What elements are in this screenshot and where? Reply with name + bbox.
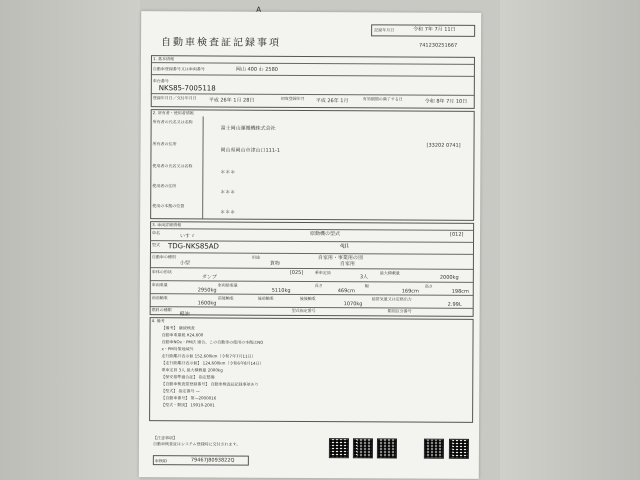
base-location: ＊＊＊: [220, 209, 236, 216]
body-shape: ダンプ: [201, 274, 217, 281]
notes-line: 自動車NOx・PM法 適合。この自動車の使用の本拠はNO: [161, 339, 264, 345]
engine-type: 4JJ1: [339, 243, 350, 250]
rear-axle-weight: 1070kg: [343, 301, 363, 308]
basic-section-label: 1. 基本情報: [152, 56, 175, 62]
user-name-label: 使用者の氏名又は名称: [152, 163, 193, 169]
capacity: 3人: [359, 274, 369, 281]
user-address: ＊＊＊: [220, 189, 236, 196]
maker-label: 車名: [152, 230, 161, 236]
notes-line: 【型式・類別】 19910-2001: [161, 402, 215, 408]
vehicle-use: 貨物: [269, 260, 280, 267]
notes-line: 自動車重量税 ¥24,600: [161, 332, 204, 338]
corner-mark: A: [256, 5, 262, 14]
front-axle-label: 前前軸重: [151, 295, 168, 301]
weight-label: 車両重量: [151, 282, 168, 288]
first-year-label: 初度登録年月: [280, 95, 305, 101]
document-number: 741230251667: [419, 42, 458, 49]
issue-date-label: 記録年月日: [374, 27, 395, 33]
first-reg-label: 登録年月日／交付年月日: [152, 95, 197, 101]
qr-code: [329, 438, 349, 458]
capacity-label: 乗車定員: [314, 270, 331, 276]
gross-weight: 5110kg: [271, 287, 291, 294]
purpose-label: 自家用・事業用の別: [317, 255, 363, 262]
vehicle-section-label: 3. 車両詳細情報: [152, 222, 182, 228]
front-rear-axle-label: 前後軸重: [217, 295, 234, 301]
owner-name: 富士岡山運搬機株式会社: [220, 125, 276, 132]
plate-number: 岡山 400 わ 2580: [235, 66, 278, 73]
chassis-label: 車台番号: [152, 78, 169, 84]
issue-date: 令和 7年 7月 11日: [413, 26, 456, 33]
notes-line: 【走行距離計表示値】 124,600km（令和6年8月14日）: [161, 360, 264, 366]
plate-label: 自動車登録番号又は車両番号: [152, 66, 205, 72]
maker: いすゞ: [180, 233, 196, 240]
owner-section-label: 2. 所有者・使用者情報: [152, 110, 194, 116]
width-label: 幅: [364, 283, 369, 289]
notes-line: 乗車定員 3人 最大積載量 2000kg: [161, 367, 223, 373]
vehicle-weight: 2950kg: [197, 287, 217, 294]
document-title: 自動車検査証記録事項: [161, 37, 282, 49]
owner-code: [33202 0741]: [426, 142, 461, 149]
vehicle-inspection-document: [139, 5, 481, 479]
maker-code: [012]: [450, 231, 464, 238]
record-id: 79467J8093822Q: [190, 457, 235, 464]
height-label: 高さ: [424, 283, 433, 289]
notice-text: 自動車検査証はシステム登録時に交付されます。: [152, 441, 241, 447]
notes-line: 【型式】 指定番号 —: [161, 388, 200, 394]
user-name: ＊＊＊: [220, 169, 236, 176]
length-label: 長さ: [314, 283, 323, 289]
expiry-label: 有効期間の満了する日: [362, 96, 403, 102]
owner-info-table: [150, 109, 475, 221]
user-address-label: 使用者の住所: [152, 183, 177, 189]
notes-section-label: 4. 備考: [151, 318, 165, 324]
height: 198cm: [451, 288, 469, 295]
width: 169cm: [401, 288, 419, 295]
max-load-label: 最大積載量: [379, 270, 400, 276]
type-label: 型式: [151, 242, 161, 248]
type-cert-label: 型式指定番号: [291, 307, 316, 314]
max-load: 2000kg: [439, 274, 459, 281]
gross-weight-label: 車両総重量: [217, 282, 238, 288]
qr-code: [424, 439, 444, 459]
qr-code: [449, 439, 469, 459]
notes-line: x・PM対策地域外: [161, 346, 194, 352]
shape-code: [025]: [289, 269, 304, 276]
base-location-label: 使用の本拠の位置: [152, 203, 185, 209]
displacement-label: 総排気量又は定格出力: [371, 296, 412, 302]
rear-rear-axle-label: 後後軸重: [299, 295, 316, 302]
owner-address: 岡山県岡山市津山口111-1: [220, 147, 281, 154]
owner-address-label: 所有者の住所: [152, 141, 177, 147]
first-year: 平成 26年 1月: [315, 98, 349, 105]
chassis-number: NKS85-7005118: [158, 84, 216, 93]
background-left: [0, 0, 140, 480]
fuel-label: 燃料の種類: [151, 307, 172, 313]
notes-line: 【自動車検査票登録番号】 自動車検査証記録事項あり: [161, 381, 259, 387]
front-axle-weight: 1600kg: [197, 300, 217, 307]
shape-label: 車体の形状: [151, 269, 172, 275]
displacement: 2.99L: [447, 301, 462, 308]
notes-line: 【保安基準適合証】 指定整備: [161, 374, 215, 380]
notes-line: 走行距離計表示値 152,600km（令和7年7月11日）: [161, 353, 256, 359]
record-id-label: 車検ID: [154, 458, 168, 464]
category-label: 類別区分番号: [387, 308, 412, 314]
rear-front-axle-label: 後前軸重: [257, 295, 274, 301]
use-label: 用途: [251, 254, 260, 260]
vehicle-kind: 小型: [179, 260, 190, 267]
qr-code: [377, 438, 397, 458]
fuel-type: 軽油: [179, 311, 190, 318]
engine-label: 原動機の型式: [310, 231, 341, 238]
first-reg-date: 平成 26年 1月 28日: [208, 97, 255, 104]
notes-line: 【備考】 継続検査: [161, 325, 195, 331]
kind-label: 自動車の種別: [151, 254, 176, 260]
notice-label: 【注意事項】: [152, 435, 178, 441]
length: 469cm: [337, 288, 355, 295]
qr-code: [353, 438, 373, 458]
expiry-date: 令和 8年 7月 10日: [424, 98, 468, 105]
owner-name-label: 所有者の氏名又は名称: [152, 119, 193, 125]
vehicle-type: TDG-NKS85AD: [167, 242, 219, 251]
notes-line: 【自動車番号】 第—2000016: [161, 395, 217, 401]
background-right: [500, 0, 640, 480]
purpose: 自家用: [339, 261, 355, 268]
